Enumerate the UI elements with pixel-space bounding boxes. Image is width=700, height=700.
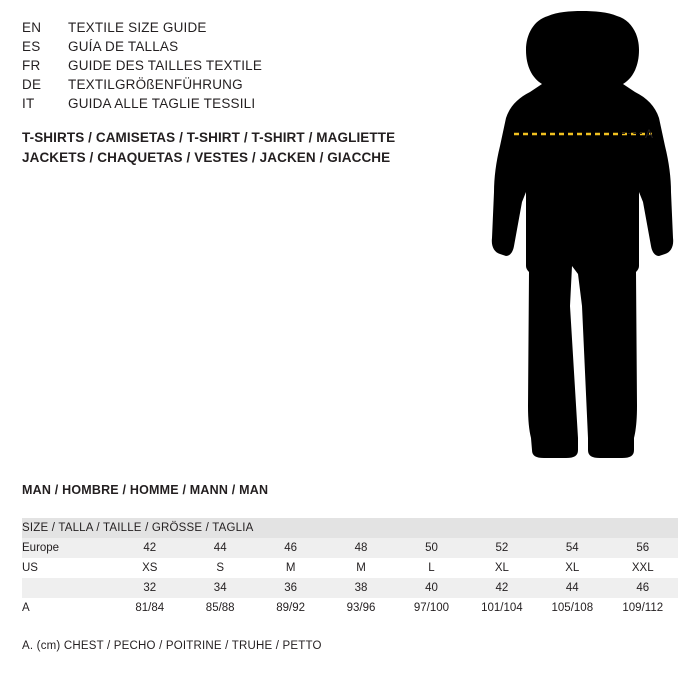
language-row <box>22 56 442 75</box>
table-cell: M <box>326 558 396 578</box>
table-group-title: MAN / HOMBRE / HOMME / MANN / MAN <box>22 483 269 497</box>
row-label: US <box>22 558 115 578</box>
table-cell: 34 <box>185 578 255 598</box>
silhouette-illustration <box>470 6 685 471</box>
table-cell: XS <box>115 558 185 578</box>
table-cell: XL <box>467 558 537 578</box>
table-cell: 101/104 <box>467 598 537 618</box>
measure-leader-line <box>622 133 642 134</box>
table-cell: 109/112 <box>608 598 678 618</box>
table-cell: 42 <box>467 578 537 598</box>
table-cell: 32 <box>115 578 185 598</box>
language-title: TEXTILE SIZE GUIDE <box>68 20 207 35</box>
table-cell: 56 <box>608 538 678 558</box>
table-row <box>22 558 678 578</box>
table-cell: 97/100 <box>396 598 466 618</box>
table-cell: 50 <box>396 538 466 558</box>
language-title: GUIDA ALLE TAGLIE TESSILI <box>68 96 256 111</box>
table-header-row <box>22 518 678 538</box>
table-row <box>22 578 678 598</box>
row-label <box>22 578 115 598</box>
language-title: TEXTILGRÖßENFÜHRUNG <box>68 77 243 92</box>
table-row <box>22 598 678 618</box>
table-cell: 54 <box>537 538 607 558</box>
table-cell: 44 <box>537 578 607 598</box>
table-cell: XL <box>537 558 607 578</box>
garment-line-jackets: JACKETS / CHAQUETAS / VESTES / JACKEN / GIACCHE <box>22 150 391 165</box>
measure-label-a: A <box>645 127 654 141</box>
language-row <box>22 37 442 56</box>
language-title: GUÍA DE TALLAS <box>68 39 179 54</box>
table-cell: XXL <box>608 558 678 578</box>
language-code: DE <box>22 77 42 92</box>
table-cell: 81/84 <box>115 598 185 618</box>
table-cell: 42 <box>115 538 185 558</box>
row-label: A <box>22 598 115 618</box>
table-cell: 46 <box>608 578 678 598</box>
table-cell: 38 <box>326 578 396 598</box>
table-cell: 40 <box>396 578 466 598</box>
table-footnote: A. (cm) CHEST / PECHO / POITRINE / TRUHE / PETTO <box>22 640 322 652</box>
garment-type-block <box>22 128 462 168</box>
language-code: FR <box>22 58 41 73</box>
table-cell: 89/92 <box>255 598 325 618</box>
table-cell: 85/88 <box>185 598 255 618</box>
size-table <box>22 518 678 618</box>
language-code: EN <box>22 20 42 35</box>
table-cell: L <box>396 558 466 578</box>
table-cell: 52 <box>467 538 537 558</box>
language-row <box>22 18 442 37</box>
male-silhouette-figure <box>470 6 685 471</box>
language-row <box>22 75 442 94</box>
row-label: Europe <box>22 538 115 558</box>
table-cell: 93/96 <box>326 598 396 618</box>
language-row <box>22 94 442 113</box>
language-code: IT <box>22 96 35 111</box>
table-cell: 48 <box>326 538 396 558</box>
table-cell: M <box>255 558 325 578</box>
table-header-label: SIZE / TALLA / TAILLE / GRÖSSE / TAGLIA <box>22 518 678 538</box>
table-row <box>22 538 678 558</box>
garment-line-tshirts: T-SHIRTS / CAMISETAS / T-SHIRT / T-SHIRT / MAGLIETTE <box>22 130 396 145</box>
table-cell: 105/108 <box>537 598 607 618</box>
table-cell: S <box>185 558 255 578</box>
table-cell: 44 <box>185 538 255 558</box>
language-code: ES <box>22 39 41 54</box>
language-title: GUIDE DES TAILLES TEXTILE <box>68 58 263 73</box>
table-cell: 36 <box>255 578 325 598</box>
language-header-block <box>22 18 442 113</box>
table-cell: 46 <box>255 538 325 558</box>
